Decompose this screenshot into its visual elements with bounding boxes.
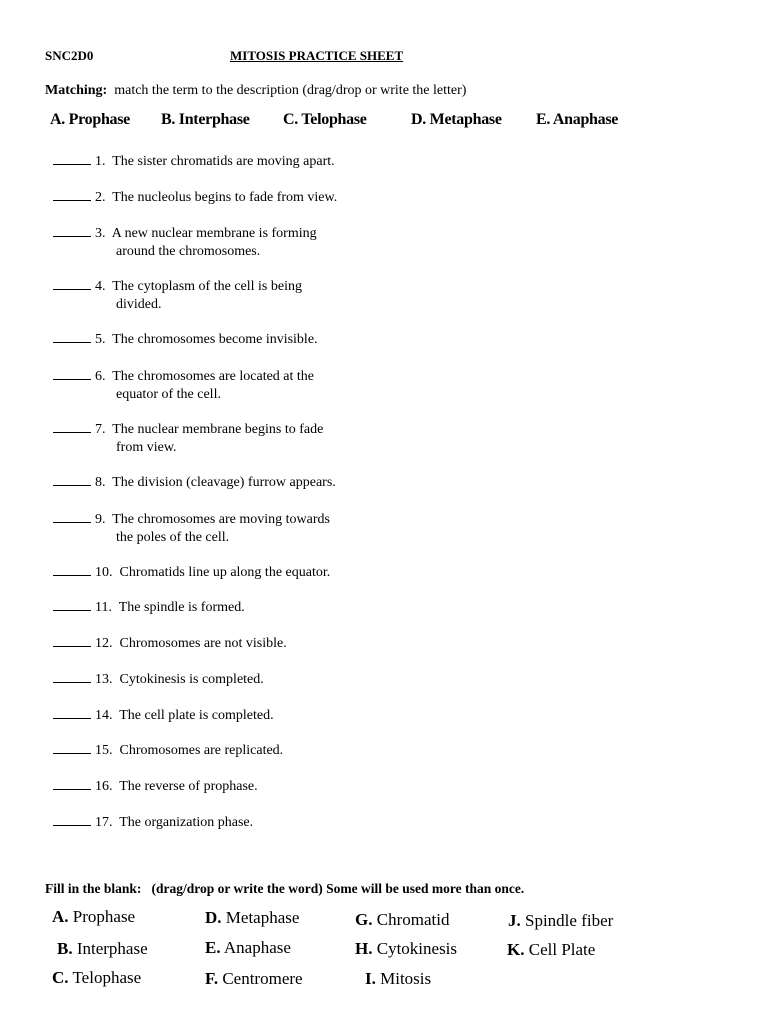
question-2 <box>53 188 337 207</box>
question-1 <box>53 152 335 171</box>
question-text: The reverse of prophase. <box>119 779 258 794</box>
question-text-continued: around the chromosomes. <box>116 244 261 259</box>
question-text-continued: from view. <box>116 440 177 455</box>
word-bank-b[interactable]: B. Interphase <box>57 939 148 958</box>
question-text: The organization phase. <box>119 815 254 830</box>
question-text: The spindle is formed. <box>118 600 245 615</box>
question-number: 11. <box>95 600 112 615</box>
question-text-continued: the poles of the cell. <box>116 530 230 545</box>
question-16 <box>53 777 258 796</box>
answer-blank[interactable] <box>53 152 91 165</box>
matching-instruction-text: match the term to the description (drag/drop or write the letter) <box>114 83 467 98</box>
answer-blank[interactable] <box>53 330 91 343</box>
question-number: 10. <box>95 565 113 580</box>
question-text: Cytokinesis is completed. <box>119 672 264 687</box>
answer-blank[interactable] <box>53 224 91 237</box>
question-text: A new nuclear membrane is forming <box>111 226 317 241</box>
question-text: The nucleolus begins to fade from view. <box>112 190 338 205</box>
word-bank-h[interactable]: H. Cytokinesis <box>355 939 458 958</box>
fill-blank-label: Fill in the blank: <box>45 881 142 896</box>
question-number: 12. <box>95 636 113 651</box>
question-number: 6. <box>95 369 106 384</box>
question-17 <box>53 813 253 832</box>
answer-blank[interactable] <box>53 277 91 290</box>
question-6 <box>53 367 314 404</box>
answer-blank[interactable] <box>53 706 91 719</box>
question-text: The nuclear membrane begins to fade <box>112 422 324 437</box>
question-number: 3. <box>95 226 106 241</box>
answer-blank[interactable] <box>53 473 91 486</box>
answer-blank[interactable] <box>53 598 91 611</box>
question-8 <box>53 473 336 492</box>
matching-option-c[interactable]: C. Telophase <box>283 111 367 128</box>
question-number: 9. <box>95 512 106 527</box>
question-3 <box>53 224 317 261</box>
matching-label: Matching: <box>45 83 108 98</box>
question-number: 2. <box>95 190 106 205</box>
question-text-continued: divided. <box>116 297 162 312</box>
matching-instruction <box>45 83 466 99</box>
answer-blank[interactable] <box>53 420 91 433</box>
matching-option-d[interactable]: D. Metaphase <box>411 111 502 128</box>
course-code: SNC2D0 <box>45 48 94 63</box>
page-title: MITOSIS PRACTICE SHEET <box>230 48 404 63</box>
answer-blank[interactable] <box>53 188 91 201</box>
question-number: 13. <box>95 672 113 687</box>
question-text: The division (cleavage) furrow appears. <box>112 475 336 490</box>
question-10 <box>53 563 330 582</box>
question-text: The sister chromatids are moving apart. <box>112 154 335 169</box>
question-9 <box>53 510 330 547</box>
question-number: 4. <box>95 279 106 294</box>
answer-blank[interactable] <box>53 813 91 826</box>
word-bank-f[interactable]: F. Centromere <box>205 969 303 988</box>
question-text-continued: equator of the cell. <box>116 387 221 402</box>
word-bank-g[interactable]: G. Chromatid <box>355 910 450 929</box>
word-bank-j[interactable]: J. Spindle fiber <box>508 911 614 930</box>
question-7 <box>53 420 323 457</box>
question-number: 16. <box>95 779 113 794</box>
question-number: 8. <box>95 475 106 490</box>
word-bank-d[interactable]: D. Metaphase <box>205 908 300 927</box>
question-5 <box>53 330 318 349</box>
question-12 <box>53 634 287 653</box>
question-text: The cell plate is completed. <box>119 708 274 723</box>
answer-blank[interactable] <box>53 634 91 647</box>
question-4 <box>53 277 302 314</box>
question-14 <box>53 706 274 725</box>
matching-option-e[interactable]: E. Anaphase <box>536 111 619 128</box>
word-bank-i[interactable]: I. Mitosis <box>365 969 432 988</box>
answer-blank[interactable] <box>53 510 91 523</box>
question-text: The cytoplasm of the cell is being <box>112 279 302 294</box>
fill-blank-instruction <box>45 881 524 897</box>
question-text: Chromosomes are replicated. <box>119 743 284 758</box>
word-bank-e[interactable]: E. Anaphase <box>205 938 291 957</box>
answer-blank[interactable] <box>53 563 91 576</box>
question-text: The chromosomes are moving towards <box>112 512 330 527</box>
question-13 <box>53 670 264 689</box>
matching-option-a[interactable]: A. Prophase <box>50 111 130 128</box>
answer-blank[interactable] <box>53 741 91 754</box>
question-number: 7. <box>95 422 106 437</box>
matching-option-b[interactable]: B. Interphase <box>161 111 250 128</box>
answer-blank[interactable] <box>53 670 91 683</box>
fill-blank-instruction-text: (drag/drop or write the word) Some will be used more than once. <box>151 881 525 896</box>
question-text: Chromatids line up along the equator. <box>119 565 331 580</box>
question-text: Chromosomes are not visible. <box>119 636 287 651</box>
question-number: 17. <box>95 815 113 830</box>
word-bank-a[interactable]: A. Prophase <box>52 907 136 926</box>
question-number: 1. <box>95 154 106 169</box>
question-number: 15. <box>95 743 113 758</box>
question-11 <box>53 598 245 617</box>
answer-blank[interactable] <box>53 777 91 790</box>
question-number: 14. <box>95 708 113 723</box>
question-text: The chromosomes become invisible. <box>112 332 318 347</box>
question-text: The chromosomes are located at the <box>112 369 314 384</box>
word-bank-k[interactable]: K. Cell Plate <box>507 940 596 959</box>
question-15 <box>53 741 283 760</box>
answer-blank[interactable] <box>53 367 91 380</box>
question-number: 5. <box>95 332 106 347</box>
word-bank-c[interactable]: C. Telophase <box>52 968 142 987</box>
